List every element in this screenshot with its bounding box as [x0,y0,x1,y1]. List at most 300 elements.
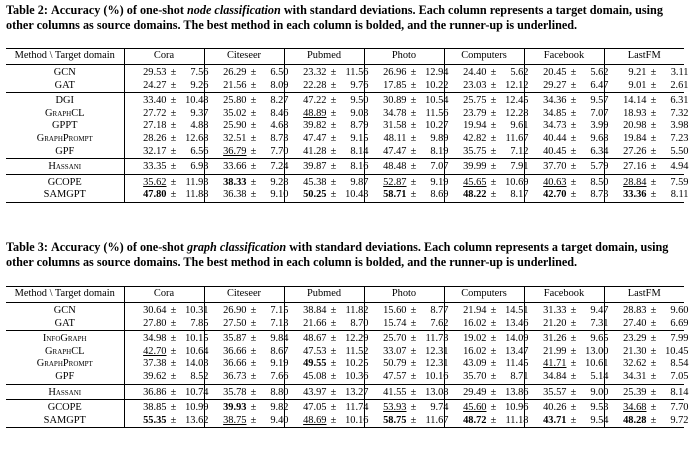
std-value: 11.67 [425,414,449,426]
plus-minus-sign: ± [650,161,657,173]
plus-minus-sign: ± [570,79,577,91]
plus-minus-sign: ± [250,107,257,119]
plus-minus-sign: ± [650,107,657,119]
std-value: 8.19 [430,145,449,157]
result-cell [284,145,369,159]
mean-value: 47.22 [303,95,327,107]
plus-minus-sign: ± [330,305,337,317]
table-row [6,80,684,93]
plus-minus-sign: ± [170,414,177,426]
table3-caption-before: Accuracy (%) of one-shot [50,240,184,254]
std-value: 8.27 [270,95,289,107]
plus-minus-sign: ± [170,107,177,119]
mean-value: 24.27 [143,79,167,91]
result-cell [124,317,209,331]
std-value: 9.82 [270,402,289,414]
mean-value: 26.29 [223,67,247,79]
std-value: 10.74 [185,386,209,398]
result-cell [364,145,449,159]
table-row [6,358,684,371]
plus-minus-sign: ± [170,189,177,201]
result-cell [364,93,449,108]
std-value: 8.73 [270,133,289,145]
plus-minus-sign: ± [410,145,417,157]
plus-minus-sign: ± [170,305,177,317]
plus-minus-sign: ± [170,333,177,345]
table2-body [6,65,689,203]
mean-value: 39.87 [303,161,327,173]
result-cell [204,371,289,384]
mean-value: 20.98 [623,120,647,132]
table-row [6,331,684,346]
mean-value: 35.57 [543,386,567,398]
result-cell [604,65,689,80]
std-value: 9.00 [590,386,609,398]
header-domain: Citeseer [204,49,284,65]
table-row [6,371,684,384]
plus-minus-sign: ± [570,345,577,357]
mean-value: 39.62 [143,371,167,383]
plus-minus-sign: ± [490,386,497,398]
plus-minus-sign: ± [490,414,497,426]
mean-value: 36.73 [223,371,247,383]
result-cell [444,133,529,146]
mean-value: 35.78 [223,386,247,398]
std-value: 9.74 [430,402,449,414]
result-cell [204,174,289,189]
result-cell [124,93,209,108]
std-value: 3.99 [590,120,609,132]
result-cell [444,65,529,80]
std-value: 11.73 [425,333,449,345]
std-value: 2.61 [670,79,689,91]
std-value: 7.56 [190,67,209,79]
result-cell [364,159,449,175]
std-value: 8.14 [350,145,369,157]
plus-minus-sign: ± [170,145,177,157]
plus-minus-sign: ± [650,189,657,201]
result-cell [284,65,369,80]
std-value: 8.77 [430,305,449,317]
mean-value: 16.02 [463,345,487,357]
std-value: 8.50 [590,176,609,188]
mean-value: 26.90 [223,305,247,317]
std-value: 9.28 [270,176,289,188]
plus-minus-sign: ± [250,333,257,345]
plus-minus-sign: ± [410,358,417,370]
plus-minus-sign: ± [330,189,337,201]
plus-minus-sign: ± [250,161,257,173]
result-cell [204,317,289,331]
std-value: 8.70 [350,317,369,329]
plus-minus-sign: ± [170,371,177,383]
result-cell [524,317,609,331]
plus-minus-sign: ± [330,345,337,357]
plus-minus-sign: ± [410,67,417,79]
result-cell [604,174,689,189]
mean-value: 30.89 [383,95,407,107]
plus-minus-sign: ± [570,305,577,317]
mean-value: 34.78 [383,107,407,119]
mean-value: 25.90 [223,120,247,132]
plus-minus-sign: ± [490,133,497,145]
mean-value: 36.86 [143,386,167,398]
result-cell [124,120,209,133]
std-value: 7.70 [670,402,689,414]
std-value: 8.71 [510,371,529,383]
result-cell [364,120,449,133]
mean-value: 19.02 [463,333,487,345]
std-value: 7.23 [670,133,689,145]
result-cell [204,345,289,359]
mean-value: 29.49 [463,386,487,398]
result-cell [444,189,529,202]
result-cell [444,331,529,346]
mean-value: 48.67 [303,333,327,345]
mean-value: 48.48 [383,161,407,173]
std-value: 13.08 [425,386,449,398]
plus-minus-sign: ± [570,176,577,188]
std-value: 13.47 [505,345,529,357]
table2-caption-before: Accuracy (%) of one-shot [50,3,184,17]
plus-minus-sign: ± [410,414,417,426]
result-cell [524,79,609,93]
result-cell [204,133,289,146]
result-cell [524,345,609,359]
std-value: 10.45 [665,345,689,357]
result-cell [204,65,289,80]
std-value: 10.69 [505,176,529,188]
mean-value: 40.45 [543,145,567,157]
result-cell [124,371,209,384]
mean-value: 38.84 [303,305,327,317]
plus-minus-sign: ± [170,161,177,173]
std-value: 5.14 [590,371,609,383]
std-value: 10.99 [185,402,209,414]
std-value: 10.15 [185,333,209,345]
table3-caption-after: with standard deviations. Each column represents a target domain, using other columns as source domains. The best method in each column is bolded, and the runner-up is underlined. [6,240,669,269]
plus-minus-sign: ± [570,317,577,329]
mean-value: 9.21 [628,67,647,79]
table-row [6,303,684,318]
result-cell [524,384,609,400]
result-cell [524,303,609,318]
table2 [6,48,689,203]
mean-value: 48.28 [623,414,647,426]
plus-minus-sign: ± [330,358,337,370]
table3-body [6,303,689,428]
result-cell [284,331,369,346]
mean-value: 27.16 [623,161,647,173]
plus-minus-sign: ± [330,386,337,398]
result-cell [444,79,529,93]
std-value: 9.89 [430,133,449,145]
method-name: GPPT [52,120,78,132]
mean-value: 36.66 [223,358,247,370]
result-cell [124,384,209,400]
mean-value: 48.72 [463,414,487,426]
plus-minus-sign: ± [490,67,497,79]
mean-value: 43.09 [463,358,487,370]
table-row [6,133,684,146]
mean-value: 19.84 [623,133,647,145]
plus-minus-sign: ± [570,161,577,173]
result-cell [284,174,369,189]
std-value: 10.16 [345,414,369,426]
std-value: 10.27 [425,120,449,132]
plus-minus-sign: ± [650,120,657,132]
std-value: 8.54 [670,358,689,370]
plus-minus-sign: ± [170,402,177,414]
result-cell [364,331,449,346]
result-cell [124,174,209,189]
plus-minus-sign: ± [250,189,257,201]
result-cell [364,174,449,189]
result-cell [124,345,209,359]
result-cell [284,317,369,331]
method-name: GraphCL [45,107,85,119]
std-value: 8.46 [270,107,289,119]
plus-minus-sign: ± [570,371,577,383]
result-cell [124,145,209,159]
std-value: 9.84 [270,333,289,345]
result-cell [524,189,609,202]
std-value: 10.61 [585,358,609,370]
std-value: 8.69 [430,189,449,201]
plus-minus-sign: ± [410,345,417,357]
plus-minus-sign: ± [570,189,577,201]
header-domain: Photo [364,287,444,303]
result-cell [124,400,209,415]
mean-value: 47.53 [303,345,327,357]
plus-minus-sign: ± [410,95,417,107]
result-cell [604,358,689,371]
result-cell [204,384,289,400]
mean-value: 34.84 [543,371,567,383]
mean-value: 48.22 [463,189,487,201]
table3-caption-italic: graph classification [187,240,287,254]
result-cell [204,107,289,121]
result-cell [124,159,209,175]
result-cell [524,133,609,146]
result-cell [204,414,289,428]
mean-value: 32.62 [623,358,647,370]
mean-value: 33.35 [143,161,167,173]
mean-value: 38.85 [143,402,167,414]
result-cell [124,331,209,346]
std-value: 9.72 [670,414,689,426]
plus-minus-sign: ± [170,95,177,107]
mean-value: 19.94 [463,120,487,132]
mean-value: 23.29 [623,333,647,345]
mean-value: 55.35 [143,414,167,426]
std-value: 6.34 [590,145,609,157]
header-domain: Facebook [524,49,604,65]
plus-minus-sign: ± [650,371,657,383]
mean-value: 34.31 [623,371,647,383]
result-cell [524,120,609,133]
mean-value: 34.68 [623,402,647,414]
header-domain: Pubmed [284,287,364,303]
plus-minus-sign: ± [490,333,497,345]
mean-value: 21.66 [303,317,327,329]
result-cell [204,93,289,108]
mean-value: 38.75 [223,414,247,426]
plus-minus-sign: ± [330,67,337,79]
result-cell [604,384,689,400]
std-value: 14.51 [505,305,529,317]
std-value: 10.22 [425,79,449,91]
plus-minus-sign: ± [570,133,577,145]
plus-minus-sign: ± [490,402,497,414]
plus-minus-sign: ± [330,176,337,188]
std-value: 7.31 [590,317,609,329]
plus-minus-sign: ± [170,67,177,79]
plus-minus-sign: ± [650,305,657,317]
mean-value: 42.82 [463,133,487,145]
plus-minus-sign: ± [410,133,417,145]
mean-value: 45.60 [463,402,487,414]
std-value: 7.07 [590,107,609,119]
mean-value: 24.40 [463,67,487,79]
mean-value: 26.96 [383,67,407,79]
mean-value: 58.71 [383,189,407,201]
mean-value: 47.57 [383,371,407,383]
result-cell [524,331,609,346]
result-cell [444,93,529,108]
plus-minus-sign: ± [490,107,497,119]
result-cell [124,133,209,146]
plus-minus-sign: ± [570,120,577,132]
result-cell [364,79,449,93]
mean-value: 15.74 [383,317,407,329]
result-cell [444,371,529,384]
result-cell [284,120,369,133]
std-value: 9.47 [590,305,609,317]
result-cell [524,400,609,415]
result-cell [204,331,289,346]
mean-value: 36.66 [223,345,247,357]
std-value: 9.76 [350,79,369,91]
mean-value: 29.27 [543,79,567,91]
mean-value: 33.36 [623,189,647,201]
mean-value: 36.79 [223,145,247,157]
mean-value: 37.70 [543,161,567,173]
result-cell [604,189,689,202]
result-cell [604,303,689,318]
mean-value: 33.40 [143,95,167,107]
table-row [6,318,684,331]
result-cell [284,107,369,121]
std-value: 7.91 [510,161,529,173]
method-name: SAMGPT [6,415,124,428]
plus-minus-sign: ± [410,107,417,119]
std-value: 3.98 [670,120,689,132]
method-name: GCN [53,67,76,79]
mean-value: 35.70 [463,371,487,383]
result-cell [364,371,449,384]
mean-value: 34.36 [543,95,567,107]
result-cell [604,331,689,346]
plus-minus-sign: ± [250,414,257,426]
std-value: 7.07 [430,161,449,173]
std-value: 7.05 [670,371,689,383]
plus-minus-sign: ± [410,189,417,201]
result-cell [364,400,449,415]
std-value: 6.93 [190,161,209,173]
result-cell [284,358,369,371]
mean-value: 28.84 [623,176,647,188]
plus-minus-sign: ± [570,107,577,119]
mean-value: 39.99 [463,161,487,173]
plus-minus-sign: ± [250,145,257,157]
result-cell [364,189,449,202]
plus-minus-sign: ± [250,402,257,414]
plus-minus-sign: ± [650,67,657,79]
plus-minus-sign: ± [490,189,497,201]
plus-minus-sign: ± [410,176,417,188]
std-value: 7.59 [670,176,689,188]
plus-minus-sign: ± [570,402,577,414]
plus-minus-sign: ± [170,79,177,91]
plus-minus-sign: ± [170,386,177,398]
mean-value: 39.93 [223,402,247,414]
header-domain: LastFM [604,49,684,65]
result-cell [524,358,609,371]
plus-minus-sign: ± [170,317,177,329]
plus-minus-sign: ± [410,386,417,398]
table3-caption [6,240,686,270]
header-domain: Facebook [524,287,604,303]
std-value: 5.50 [670,145,689,157]
std-value: 4.88 [190,120,209,132]
mean-value: 33.07 [383,345,407,357]
mean-value: 48.69 [303,414,327,426]
result-cell [444,120,529,133]
method-name: DGI [6,93,124,108]
plus-minus-sign: ± [170,345,177,357]
std-value: 8.17 [510,189,529,201]
table2-caption-label: Table 2: [6,3,48,17]
std-value: 9.50 [350,95,369,107]
std-value: 13.86 [505,386,529,398]
plus-minus-sign: ± [490,120,497,132]
std-value: 7.70 [270,145,289,157]
plus-minus-sign: ± [490,305,497,317]
std-value: 9.65 [590,333,609,345]
method-name: Hassani [6,159,124,175]
result-cell [444,145,529,159]
plus-minus-sign: ± [650,145,657,157]
mean-value: 53.93 [383,402,407,414]
plus-minus-sign: ± [490,95,497,107]
std-value: 12.29 [345,333,369,345]
std-value: 12.12 [505,79,529,91]
method-name: InfoGraph [6,331,124,346]
std-value: 11.56 [425,107,449,119]
mean-value: 50.79 [383,358,407,370]
result-cell [284,159,369,175]
result-cell [604,414,689,428]
table3-caption-label: Table 3: [6,240,48,254]
header-domain: Computers [444,287,524,303]
mean-value: 23.32 [303,67,327,79]
plus-minus-sign: ± [490,371,497,383]
std-value: 3.11 [670,67,689,79]
std-value: 10.54 [425,95,449,107]
result-cell [524,174,609,189]
std-value: 9.40 [270,414,289,426]
